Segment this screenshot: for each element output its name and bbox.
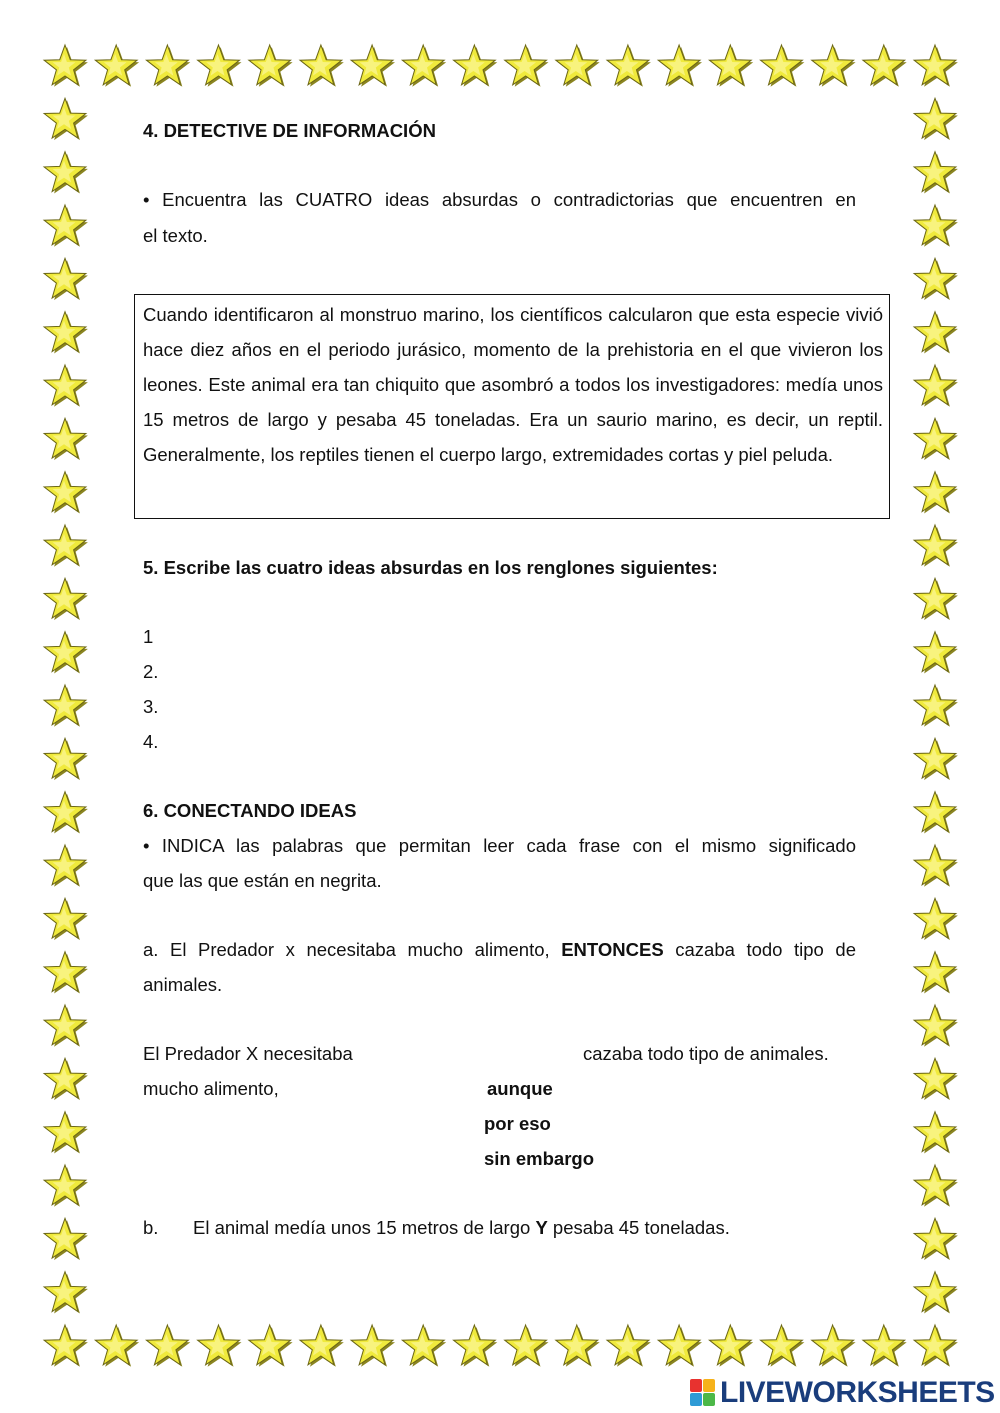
star-icon [914, 898, 958, 940]
star-icon [914, 738, 958, 780]
item-b-part1: El animal medía unos 15 metros de largo [193, 1217, 536, 1238]
star-icon [44, 845, 88, 887]
star-icon [914, 365, 958, 407]
star-icon [44, 578, 88, 620]
star-icon [914, 685, 958, 727]
star-icon [44, 98, 88, 140]
star-icon [914, 258, 958, 300]
star-icon [914, 1325, 958, 1367]
item-b-sentence [193, 1210, 730, 1245]
star-icon [44, 418, 88, 460]
star-icon [914, 578, 958, 620]
star-icon [914, 952, 958, 994]
star-icon [198, 45, 242, 87]
item-b-bold-word: Y [535, 1217, 548, 1238]
star-icon [761, 1325, 805, 1367]
option-aunque[interactable]: aunque [487, 1078, 553, 1099]
answer-line-4: 4. [143, 731, 159, 752]
star-icon [914, 418, 958, 460]
star-icon [454, 1325, 498, 1367]
star-icon [44, 792, 88, 834]
item-a-bold-word: ENTONCES [561, 939, 664, 960]
star-icon [44, 152, 88, 194]
star-icon [863, 45, 907, 87]
star-icon [44, 1112, 88, 1154]
option-por-eso[interactable]: por eso [484, 1113, 551, 1134]
star-icon [351, 1325, 395, 1367]
item-a-line2: animales. [143, 974, 223, 995]
option-sin-embargo[interactable]: sin embargo [484, 1148, 594, 1169]
star-icon [914, 205, 958, 247]
star-icon [351, 45, 395, 87]
star-icon [300, 1325, 344, 1367]
item-a-part2: cazaba todo tipo de [663, 939, 856, 960]
star-icon [44, 205, 88, 247]
answer-line-3: 3. [143, 696, 159, 717]
star-icon [402, 45, 446, 87]
star-icon [44, 1218, 88, 1260]
star-icon [44, 898, 88, 940]
star-icon [44, 738, 88, 780]
star-icon [914, 792, 958, 834]
star-icon [44, 472, 88, 514]
item-b-part2: pesaba 45 toneladas. [547, 1217, 730, 1238]
section4-heading: 4. DETECTIVE DE INFORMACIÓN [143, 120, 436, 141]
star-icon [44, 1165, 88, 1207]
star-icon [914, 1005, 958, 1047]
star-icon [249, 45, 293, 87]
section4-instruction-line2: el texto. [143, 225, 208, 246]
star-icon [146, 45, 190, 87]
star-icon [914, 472, 958, 514]
star-icon [44, 952, 88, 994]
star-icon [44, 685, 88, 727]
star-icon [812, 45, 856, 87]
star-icon [709, 1325, 753, 1367]
section6-instruction-line2: que las que están en negrita. [143, 870, 382, 891]
star-icon [914, 632, 958, 674]
answer-line-2: 2. [143, 661, 159, 682]
section6-heading: 6. CONECTANDO IDEAS [143, 800, 357, 821]
liveworksheets-logo[interactable] [690, 1375, 995, 1411]
star-icon [249, 1325, 293, 1367]
star-icon [402, 1325, 446, 1367]
star-icon [658, 1325, 702, 1367]
star-icon [914, 1272, 958, 1314]
star-icon [556, 45, 600, 87]
star-icon [914, 1112, 958, 1154]
star-icon [914, 525, 958, 567]
item-a-rewrite-right: cazaba todo tipo de animales. [583, 1043, 829, 1064]
star-icon [454, 45, 498, 87]
star-icon [914, 1218, 958, 1260]
section5-heading: 5. Escribe las cuatro ideas absurdas en los renglones siguientes: [143, 557, 718, 578]
star-icon [44, 45, 88, 87]
passage-box [134, 294, 890, 519]
star-icon [44, 632, 88, 674]
star-icon [44, 1005, 88, 1047]
section4-instruction-line1: • Encuentra las CUATRO ideas absurdas o contradictorias que encuentren en [143, 189, 856, 210]
star-icon [44, 1058, 88, 1100]
star-icon [44, 525, 88, 567]
star-icon [914, 98, 958, 140]
item-a-rewrite-left-line1: El Predador X necesitaba [143, 1043, 353, 1064]
star-icon [300, 45, 344, 87]
item-a-rewrite-left-line2: mucho alimento, [143, 1078, 279, 1099]
star-icon [914, 845, 958, 887]
star-icon [709, 45, 753, 87]
star-icon [863, 1325, 907, 1367]
star-icon [658, 45, 702, 87]
item-b-label: b. [143, 1217, 159, 1238]
star-icon [95, 45, 139, 87]
star-icon [914, 312, 958, 354]
star-icon [914, 45, 958, 87]
star-icon [914, 1058, 958, 1100]
star-icon [44, 312, 88, 354]
star-icon [44, 1325, 88, 1367]
star-icon [505, 45, 549, 87]
star-icon [914, 1165, 958, 1207]
answer-line-1: 1 [143, 626, 154, 647]
star-icon [44, 1272, 88, 1314]
star-icon [44, 258, 88, 300]
star-icon [146, 1325, 190, 1367]
star-icon [44, 365, 88, 407]
star-icon [198, 1325, 242, 1367]
star-icon [95, 1325, 139, 1367]
star-icon [761, 45, 805, 87]
item-a-sentence [143, 932, 856, 967]
passage-text: Cuando identificaron al monstruo marino, los científicos calcularon que esta especie vivió hace diez años en el periodo jurásico, momento de la prehistoria en el que vivieron los leones. Este animal era tan chiquito que asombró a todos los investigadores: medía unos 15 metros de largo y pesaba 45 toneladas. Era un saurio marino, es decir, un reptil. Generalmente, los reptiles tienen el cuerpo largo, extremidades cortas y piel peluda. [143, 304, 883, 465]
star-icon [607, 45, 651, 87]
liveworksheets-logo-icon [690, 1379, 716, 1407]
star-icon [505, 1325, 549, 1367]
star-icon [607, 1325, 651, 1367]
star-icon [914, 152, 958, 194]
section6-instruction-line1: • INDICA las palabras que permitan leer cada frase con el mismo significado [143, 835, 856, 856]
star-icon [812, 1325, 856, 1367]
item-a-part1: a. El Predador x necesitaba mucho alimento, [143, 939, 562, 960]
logo-text: LIVEWORKSHEETS [720, 1376, 995, 1409]
star-icon [556, 1325, 600, 1367]
